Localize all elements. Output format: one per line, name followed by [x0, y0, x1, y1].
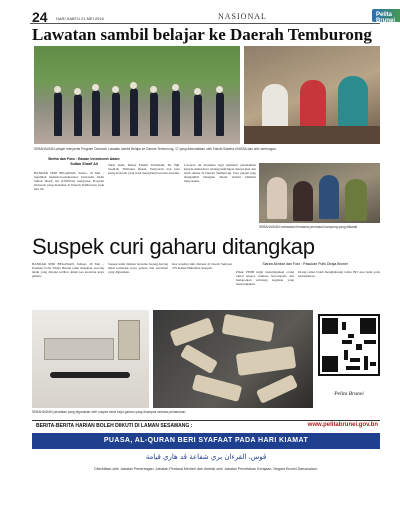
caption-women: SEBAHAGIAN mahasiswi bersama penduduk kampung yang dilawati.	[259, 225, 358, 229]
page-date: HARI SABTU 21 MEI 2016	[56, 16, 104, 21]
section-title: NASIONAL	[218, 12, 267, 21]
photo-gaharu-wood	[153, 310, 313, 408]
caption-lawatan: SEBAHAGIAN pelajar menyertai Program Outreach Lawatan sambil Belajar ke Daerah Temburong, 17 yang dikendalikan oleh Fakulti Sastera UNISSA dan ahli rombongan.	[34, 147, 277, 151]
article-col-6: Kes tersebut kini disiasat di bawah Seksyen 379 Kanun Hukuman Jenayah.	[172, 262, 232, 271]
byline-gaharu: Siaran Akhbar dan Foto : Pasukan Polis Diraja Brunei	[262, 262, 348, 266]
article-col-8: Orang ramai boleh menghubungi talian 993 atau balai polis berhampiran.	[298, 270, 380, 279]
article-col-1: BANDAR SERI BEGAWAN, Selasa, 19 Mei – Sejumlah mahasiswa-mahasiswi Universiti Islam Sultan Sharif Ali (UNISSA) menyertai Program Outreach yang diadakan di Daerah Temburong pada hari ini.	[34, 171, 104, 192]
article-col-3: Lawatan ini diadakan bagi memberi pendedahan kepada mahasiswa tentang kehidupan masyarakat dan alam sekitar di Daerah Temburong. Para pelajar juga mengambil bahagian dalam aktiviti khidmat masyarakat.	[184, 163, 256, 184]
headline-gaharu: Suspek curi gaharu ditangkap	[32, 234, 315, 259]
headline-lawatan: Lawatan sambil belajar ke Daerah Temburong	[32, 25, 372, 44]
ramadan-banner	[32, 433, 380, 449]
qr-code	[318, 314, 380, 376]
article-col-5: Suspek telah ditahan bersama barang-barang bukti termasuk kayu gaharu dan peralatan yang digunakan.	[108, 262, 168, 275]
online-text: BERITA-BERITA HARIAN BOLEH DIIKUTI DI LAMAN SESAWANG :	[36, 423, 193, 429]
photo-students-indoor	[244, 46, 380, 144]
ramadan-text: PUASA, AL-QURAN BERI SYAFAAT PADA HARI KIAMAT	[103, 437, 309, 444]
page-number: 24	[32, 9, 48, 25]
pelita-logo	[372, 9, 400, 22]
article-col-7: Pihak PPDB ingin mengingatkan orang ramai supaya sentiasa berwaspada dan melaporkan sebarang kegiatan yang mencurigakan.	[236, 270, 294, 287]
caption-gaharu: SEBAHAGIAN peralatan yang digunakan oleh suspek serta kayu gaharu yang dirampas semasa penahanan.	[32, 410, 187, 414]
article-col-4: BANDAR SERI BEGAWAN, Jumaat, 20 Mei – Pasukan Polis Diraja Brunei telah menahan seorang lelaki yang disyaki terlibat dalam kes kecurian kayu gaharu.	[32, 262, 104, 279]
photo-group-women	[259, 163, 380, 223]
jawi-text: ڤوس، القرءان بري شفاعة ڤد هاري قيامة	[145, 453, 267, 461]
pelita-signature: Pelita Brunei	[334, 391, 364, 397]
logo-text: Pelita Brunei	[376, 12, 396, 24]
byline-lawatan: Berita dan Foto : Eawan Innnntcmh Adam Sultan Sharif Ali	[48, 157, 120, 166]
page-header	[30, 8, 396, 25]
photo-evidence-tools	[32, 310, 149, 408]
footer	[32, 466, 380, 474]
jawi-banner	[32, 451, 380, 463]
website-link[interactable]: www.pelitabrunei.gov.bn	[307, 422, 378, 428]
photo-students-walking	[34, 46, 240, 144]
article-col-2: Turut hadir, Dekan Fakulti Usuluddin, Dr. Hjh. Saadiah; Timbalan Dekan, Pensyarah dan para pensyarah lain yang turut mengiringi lawatan tersebut.	[108, 163, 180, 176]
online-banner	[32, 420, 380, 430]
footer-text: Diterbitkan oleh Jabatan Penerangan, Jabatan Perdana Menteri dan dicetak oleh Jabatan Percetakan Kerajaan, Negara Brunei Darussalam.	[94, 467, 318, 471]
